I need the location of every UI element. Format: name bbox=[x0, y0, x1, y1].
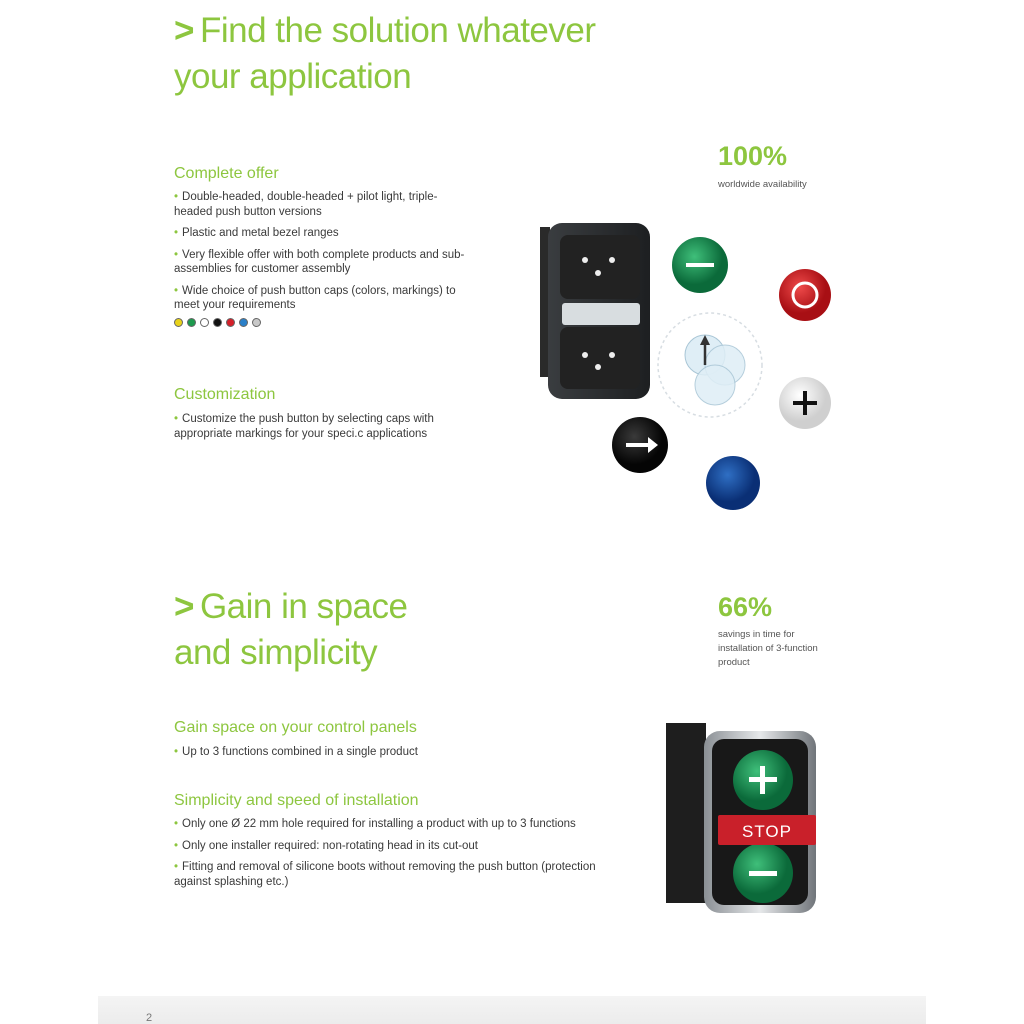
list-item: • Very flexible offer with both complete products and sub-assemblies for customer assembly bbox=[174, 248, 465, 275]
chevron-right-icon: > bbox=[174, 11, 194, 50]
swatch-grey bbox=[252, 318, 261, 327]
triple-head-push-button-image bbox=[660, 715, 820, 975]
customization-list bbox=[174, 412, 474, 448]
gain-space-list bbox=[174, 745, 644, 767]
page-number: 2 bbox=[146, 1012, 153, 1024]
simplicity-heading: Simplicity and speed of installation bbox=[174, 792, 419, 809]
complete-offer-heading: Complete offer bbox=[174, 165, 279, 182]
swatch-blue bbox=[239, 318, 248, 327]
list-item: • Only one Ø 22 mm hole required for installing a product with up to 3 functions bbox=[174, 818, 576, 830]
swatch-red bbox=[226, 318, 235, 327]
list-item: • Fitting and removal of silicone boots without removing the push button (protection against splashing etc.) bbox=[174, 861, 596, 888]
complete-offer-list bbox=[174, 190, 474, 320]
stat-100-label: worldwide availability bbox=[718, 179, 807, 190]
swatch-green bbox=[187, 318, 196, 327]
list-item: • Customize the push button by selecting caps with appropriate markings for your speci.c applications bbox=[174, 413, 434, 440]
swatch-white bbox=[200, 318, 209, 327]
list-item: • Wide choice of push button caps (colors, markings) to meet your requirements bbox=[174, 284, 456, 311]
simplicity-list bbox=[174, 817, 619, 896]
section2-title: > Gain in space and simplicity bbox=[174, 587, 408, 672]
page-footer bbox=[98, 996, 926, 1024]
list-item: • Plastic and metal bezel ranges bbox=[174, 227, 339, 239]
section1-title: > Find the solution whatever your application bbox=[174, 11, 596, 96]
cap-color-swatches bbox=[174, 318, 261, 327]
stat-100-value: 100% bbox=[718, 141, 788, 171]
swatch-yellow bbox=[174, 318, 183, 327]
customization-heading: Customization bbox=[174, 386, 276, 403]
list-item: • Up to 3 functions combined in a single product bbox=[174, 746, 418, 758]
stop-label: STOP bbox=[742, 822, 792, 841]
stat-66-value: 66% bbox=[718, 592, 773, 622]
swatch-black bbox=[213, 318, 222, 327]
list-item: • Only one installer required: non-rotating head in its cut-out bbox=[174, 839, 479, 852]
gain-space-heading: Gain space on your control panels bbox=[174, 719, 417, 736]
push-button-caps-image bbox=[540, 215, 840, 525]
list-item: • Double-headed, double-headed + pilot light, triple-headed push button versions bbox=[174, 191, 438, 218]
stat-66-label: savings in time for installation of 3-function product bbox=[718, 629, 818, 668]
chevron-right-icon: > bbox=[174, 587, 194, 626]
